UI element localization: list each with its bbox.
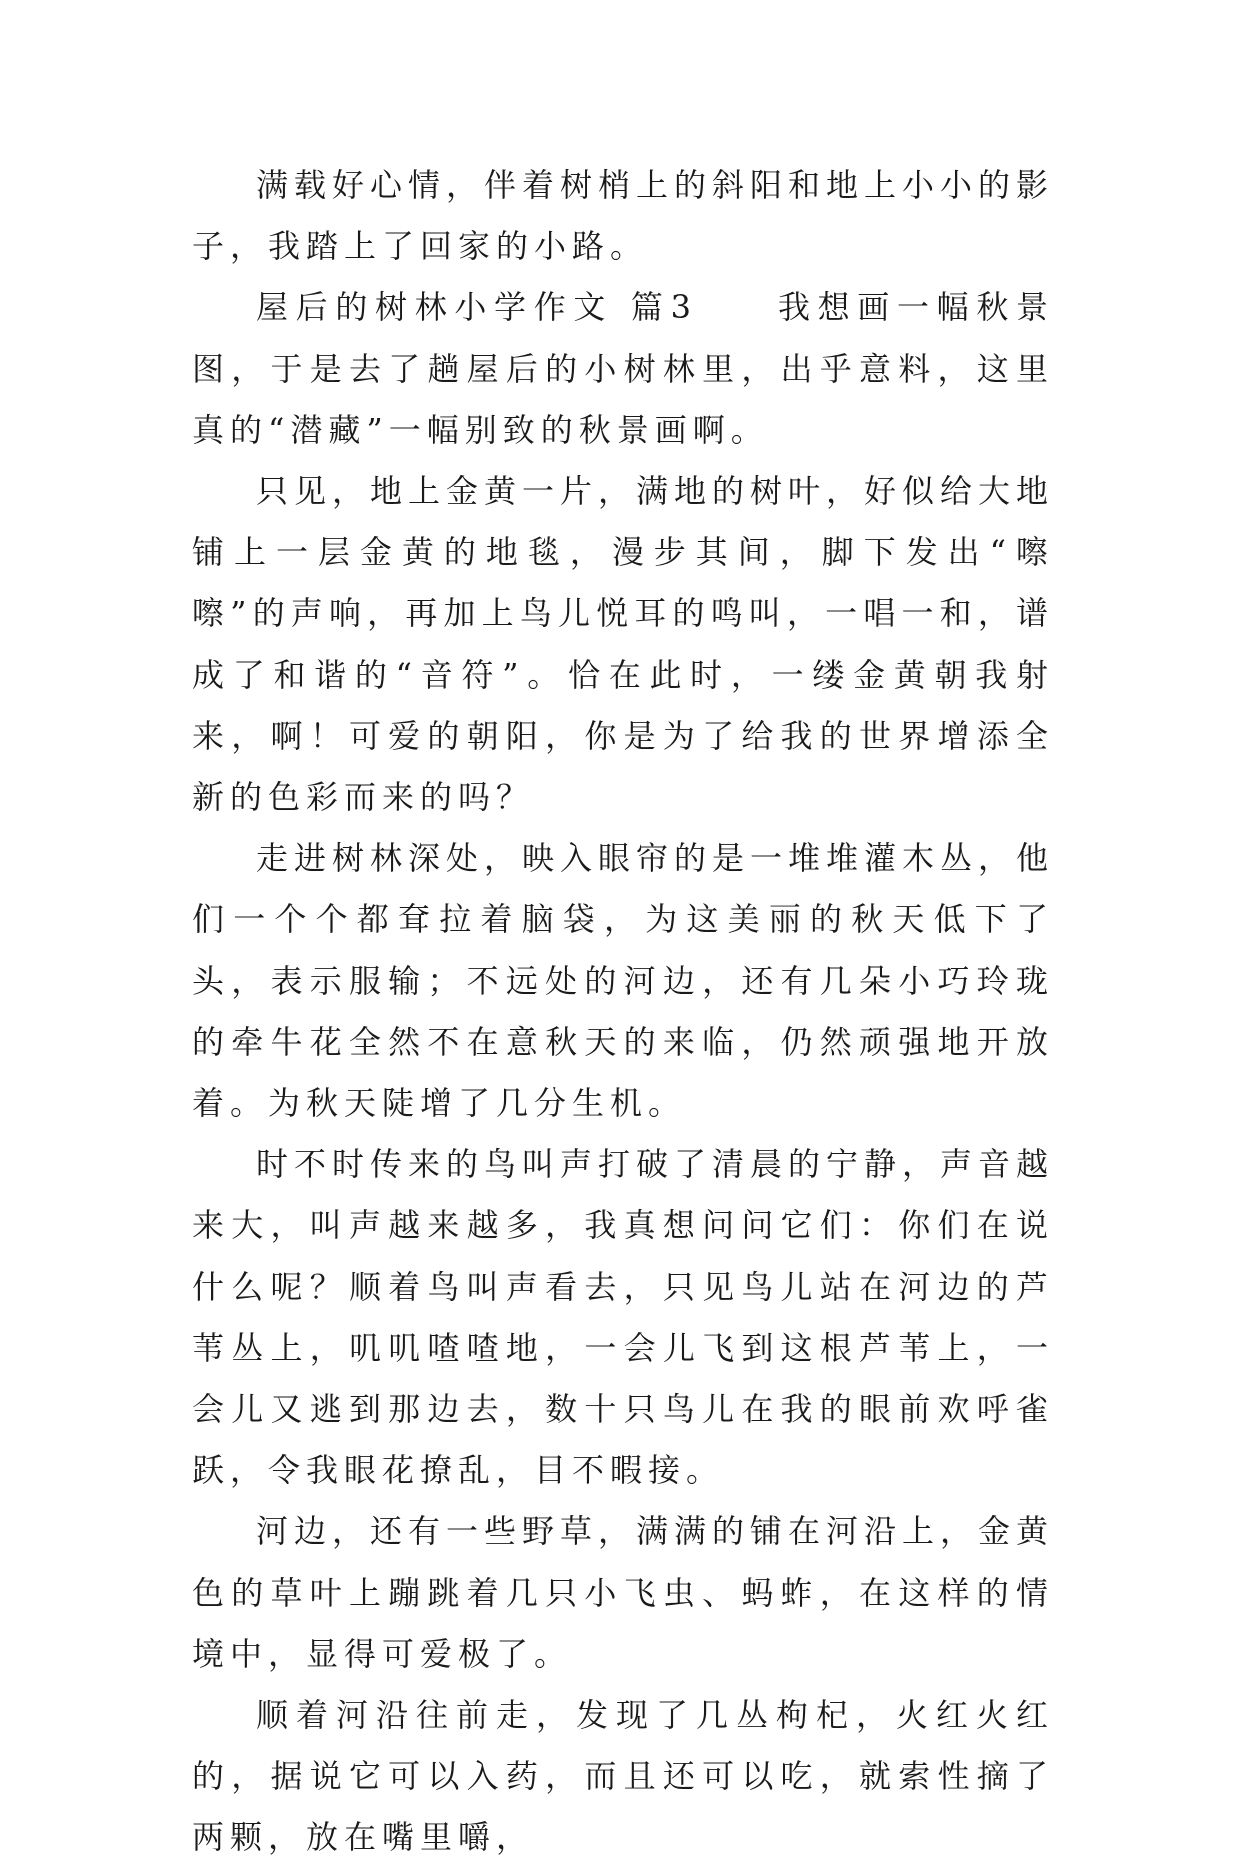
article-body [192,155,1054,1869]
paragraph-4: 走进树林深处，映入眼帘的是一堆堆灌木丛，他们一个个都耷拉着脑袋，为这美丽的秋天低下了头，表示服输；不远处的河边，还有几朵小巧玲珑的牵牛花全然不在意秋天的来临，仍然顽强地开放着。为秋天陡增了几分生机。 [192,839,1055,1123]
paragraph-6: 河边，还有一些野草，满满的铺在河沿上，金黄色的草叶上蹦跳着几只小飞虫、蚂蚱，在这样的情境中，显得可爱极了。 [192,1512,1055,1673]
paragraph-5: 时不时传来的鸟叫声打破了清晨的宁静，声音越来大，叫声越来越多，我真想问问它们：你们在说什么呢？顺着鸟叫声看去，只见鸟儿站在河边的芦苇丛上，叽叽喳喳地，一会儿飞到这根芦苇上，一会儿又逃到那边去，数十只鸟儿在我的眼前欢呼雀跃，令我眼花撩乱，目不暇接。 [192,1145,1055,1490]
paragraph-2-with-heading: 屋后的树林小学作文 篇3 我想画一幅秋景图，于是去了趟屋后的小树林里，出乎意料，这里真的“潜藏”一幅别致的秋景画啊。 [192,288,1054,449]
paragraph-1: 满载好心情，伴着树梢上的斜阳和地上小小的影子，我踏上了回家的小路。 [192,166,1055,266]
paragraph-7: 顺着河沿往前走，发现了几丛枸杞，火红火红的，据说它可以入药，而且还可以吃，就索性摘了两颗，放在嘴里嚼， [192,1696,1054,1857]
paragraph-3: 只见，地上金黄一片，满地的树叶，好似给大地铺上一层金黄的地毯，漫步其间，脚下发出“嚓嚓”的声响，再加上鸟儿悦耳的鸣叫，一唱一和，谱成了和谐的“音符”。恰在此时，一缕金黄朝我射来，啊！可爱的朝阳，你是为了给我的世界增添全新的色彩而来的吗？ [192,472,1055,817]
